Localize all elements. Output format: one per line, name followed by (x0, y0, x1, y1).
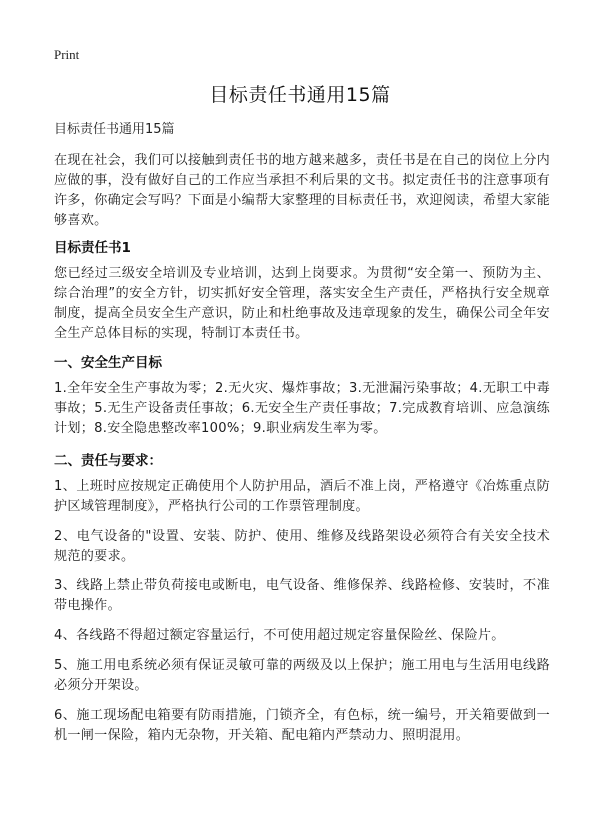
duty-item: 6、施工现场配电箱要有防雨措施，门锁齐全，有色标，统一编号，开关箱要做到一机一闸一保险，箱内无杂物，开关箱、配电箱内严禁动力、照明混用。 (54, 708, 550, 743)
section-heading: 目标责任书1 (54, 240, 131, 256)
duty-item: 3、线路上禁止带负荷接电或断电，电气设备、维修保养、线路检修、安装时，不准带电操作。 (54, 578, 550, 613)
page-title: 目标责任书通用15篇 (209, 84, 391, 106)
duty-item: 4、各线路不得超过额定容量运行，不可使用超过规定容量保险丝、保险片。 (54, 628, 505, 643)
duty-item: 1、上班时应按规定正确使用个人防护用品，酒后不准上岗，严格遵守《冶炼重点防护区域管理制度》，严格执行公司的工作票管理制度。 (54, 479, 550, 514)
duties-heading: 二、责任与要求： (54, 453, 162, 469)
goals-heading: 一、安全生产目标 (54, 355, 162, 371)
section-intro-paragraph: 您已经过三级安全培训及专业培训，达到上岗要求。为贯彻“安全第一、预防为主、综合治理”的安全方针，切实抓好安全管理，落实安全生产责任，严格执行安全规章制度，提高全员安全生产意识，防止和杜绝事故及违章现象的发生，确保公司全年安全生产总体目标的实现，特制订本责任书。 (54, 266, 550, 341)
goals-paragraph: 1.全年安全生产事故为零；2.无火灾、爆炸事故；3.无泄漏污染事故；4.无职工中毒事故；5.无生产设备责任事故；6.无安全生产责任事故；7.完成教育培训、应急演练计划；8.安全隐患整改率100%；9.职业病发生率为零。 (54, 381, 550, 436)
duty-item: 2、电气设备的"设置、安装、防护、使用、维修及线路架设必须符合有关安全技术规范的要求。 (54, 529, 550, 564)
print-link[interactable]: Print (54, 47, 80, 62)
intro-paragraph: 在现在社会，我们可以接触到责任书的地方越来越多，责任书是在自己的岗位上分内应做的事，没有做好自己的工作应当承担不利后果的文书。拟定责任书的注意事项有许多，你确定会写吗？下面是小编帮大家整理的目标责任书，欢迎阅读，希望大家能够喜欢。 (54, 153, 550, 228)
document-subtitle: 目标责任书通用15篇 (54, 122, 175, 137)
duty-item: 5、施工用电系统必须有保证灵敏可靠的两级及以上保护；施工用电与生活用电线路必须分开架设。 (54, 658, 550, 693)
